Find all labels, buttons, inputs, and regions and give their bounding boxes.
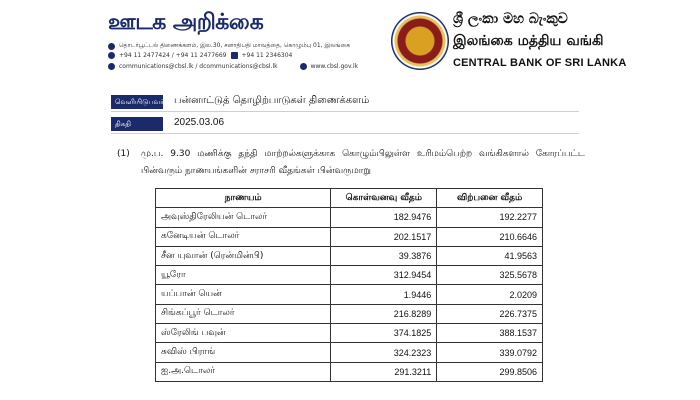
- press-release-title: ஊடக அறிக்கை: [108, 10, 264, 35]
- issued-by-label: வெளியிடுபவர்: [111, 95, 163, 109]
- selling-rate-cell: 339.0792: [437, 343, 543, 362]
- table-row: [156, 266, 543, 285]
- table-header-row: [156, 189, 543, 208]
- table-row: [156, 208, 543, 227]
- table-row: [156, 324, 543, 343]
- globe-icon: [300, 63, 307, 70]
- issued-by-value: பன்னாட்டுத் தொழிற்பாடுகள் திணைக்களம்: [174, 95, 370, 106]
- selling-rate-header: விற்பனை வீதம்: [437, 189, 543, 208]
- currency-cell: சீன யுவான் (ரென்மின்பி): [156, 246, 331, 265]
- fax-icon: [231, 52, 238, 59]
- selling-rate-cell: 2.0209: [437, 285, 543, 304]
- date-label: திகதி: [111, 117, 163, 131]
- currency-cell: சுவிஸ் பிராங்: [156, 343, 331, 362]
- divider: [111, 133, 579, 134]
- date-value: 2025.03.06: [174, 117, 225, 128]
- email-icon: [108, 63, 115, 70]
- buying-rate-cell: 216.8289: [331, 304, 437, 323]
- buying-rate-cell: 374.1825: [331, 324, 437, 343]
- location-icon: [108, 43, 115, 50]
- currency-cell: சிங்கப்பூர் டொலர்: [156, 304, 331, 323]
- address-text: தொடர்பூட்டல் திணைக்களம், இல.30, சனாதிபதி மாவத்தை, கொழும்பு 01, இலங்கை: [119, 42, 351, 49]
- currency-cell: யூரோ: [156, 266, 331, 285]
- selling-rate-cell: 226.7375: [437, 304, 543, 323]
- bank-seal-logo: [391, 12, 449, 70]
- paragraph-text: மு.ப. 9.30 மணிக்கு தந்தி மாற்றல்களுக்காக கொழும்பிலுள்ள உரிமம்பெற்ற வங்கிகளால் கோரப்பட்ட பின்வரும் நாணயங்களின் சராசரி வீதங்கள் பின்வருமாறு: [141, 149, 585, 176]
- phone-text: +94 11 2477424 / +94 11 2477669: [119, 52, 227, 59]
- phone-line: [108, 52, 292, 59]
- currency-cell: கனேடியன் டொலர்: [156, 227, 331, 246]
- website-text[interactable]: www.cbsl.gov.lk: [310, 63, 359, 70]
- currency-header: நாணயம்: [156, 189, 331, 208]
- phone-icon: [108, 52, 115, 59]
- buying-rate-cell: 1.9446: [331, 285, 437, 304]
- paragraph-number: (1): [117, 149, 130, 159]
- buying-rate-cell: 202.1517: [331, 227, 437, 246]
- currency-cell: யப்பான் யென்: [156, 285, 331, 304]
- bank-name-tamil: இலங்கை மத்திய வங்கி: [453, 33, 604, 49]
- divider: [111, 111, 579, 112]
- buying-rate-header: கொள்வனவு வீதம்: [331, 189, 437, 208]
- buying-rate-cell: 182.9476: [331, 208, 437, 227]
- table-row: [156, 246, 543, 265]
- table-row: [156, 304, 543, 323]
- exchange-rates-table: [155, 188, 543, 382]
- fax-text: +94 11 2346304: [241, 52, 293, 59]
- buying-rate-cell: 324.2323: [331, 343, 437, 362]
- table-row: [156, 285, 543, 304]
- address-line: [108, 42, 350, 50]
- selling-rate-cell: 388.1537: [437, 324, 543, 343]
- buying-rate-cell: 291.3211: [331, 362, 437, 381]
- letterhead: [0, 0, 700, 82]
- intro-paragraph: [117, 146, 585, 180]
- selling-rate-cell: 325.5678: [437, 266, 543, 285]
- selling-rate-cell: 299.8506: [437, 362, 543, 381]
- table-row: [156, 227, 543, 246]
- bank-name-sinhala: ශ්‍රී ලංකා මහ බැංකුව: [453, 11, 568, 27]
- table-row: [156, 362, 543, 381]
- buying-rate-cell: 39.3876: [331, 246, 437, 265]
- buying-rate-cell: 312.9454: [331, 266, 437, 285]
- bank-name-english: CENTRAL BANK OF SRI LANKA: [453, 57, 627, 69]
- currency-cell: ஸ்ரேலிங் பவுன்: [156, 324, 331, 343]
- table-row: [156, 343, 543, 362]
- selling-rate-cell: 210.6646: [437, 227, 543, 246]
- email-line: [108, 63, 358, 70]
- selling-rate-cell: 192.2277: [437, 208, 543, 227]
- currency-cell: ஐ.அ.டொலர்: [156, 362, 331, 381]
- email-text[interactable]: communications@cbsl.lk / dcommunications@cbsl.lk: [119, 63, 278, 70]
- selling-rate-cell: 41.9563: [437, 246, 543, 265]
- currency-cell: அவுஸ்திரேலியன் டொலர்: [156, 208, 331, 227]
